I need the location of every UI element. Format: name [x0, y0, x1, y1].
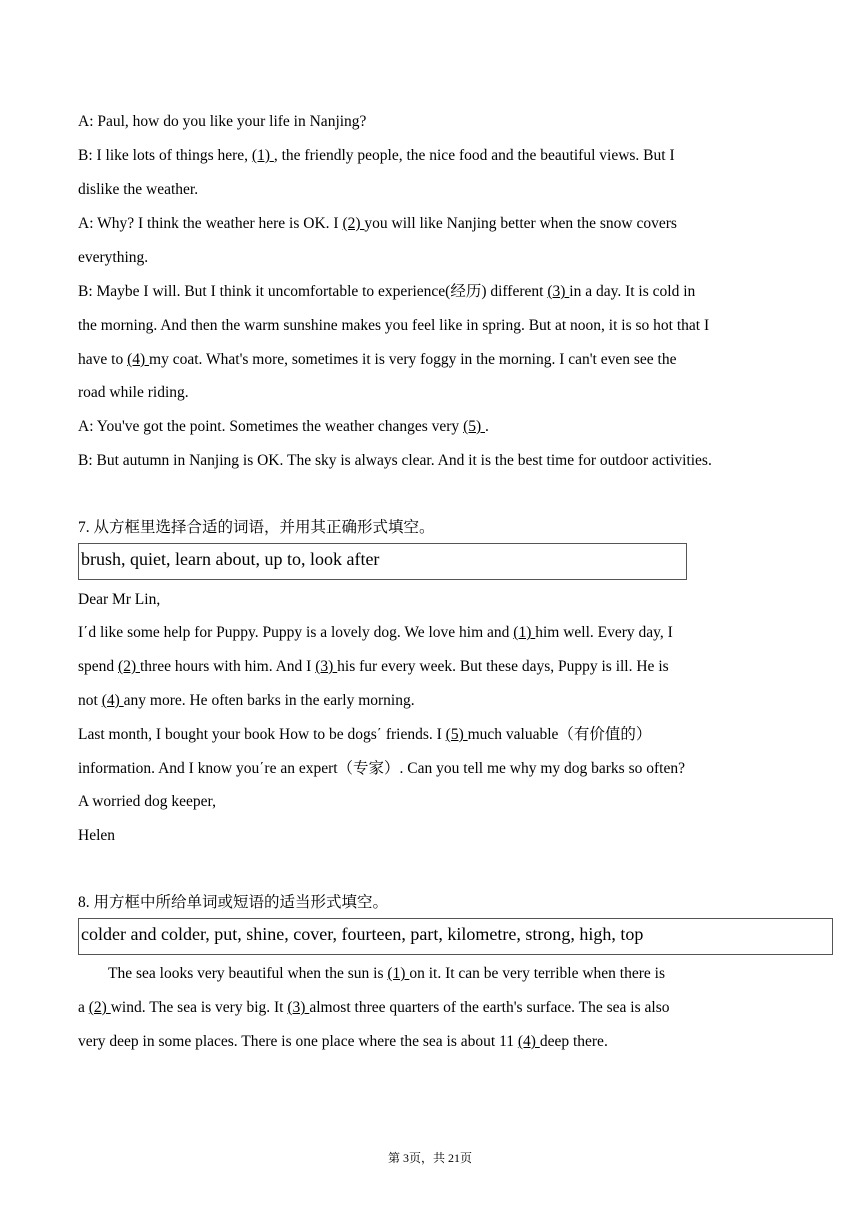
blank-number: (1) — [251, 147, 274, 164]
text-segment: The sea looks very beautiful when the sun is — [108, 965, 388, 982]
text-segment: A: Why? I think the weather here is OK. I — [78, 215, 343, 232]
question-8-title: 8. 用方框中所给单词或短语的适当形式填空。 — [78, 894, 389, 911]
text-segment: any more. He often barks in the early morning. — [123, 692, 415, 709]
blank-number: (2) — [88, 999, 111, 1016]
letter-line — [78, 759, 685, 779]
dialogue-line — [78, 417, 489, 437]
dialogue-line — [78, 214, 677, 234]
letter-line — [78, 691, 415, 711]
text-segment: information. And I know you΄re an expert（专家）. Can you tell me why my dog barks so often? — [78, 760, 685, 777]
dialogue-line — [78, 282, 695, 302]
dialogue-line — [78, 350, 676, 370]
dialogue-line — [78, 451, 712, 471]
text-segment: not — [78, 692, 102, 709]
page-footer: 第 3页，共 21页 — [387, 1151, 472, 1165]
letter-line — [78, 725, 651, 745]
text-segment: Dear Mr Lin, — [78, 591, 161, 608]
text-segment: him well. Every day, I — [535, 624, 673, 641]
blank-number: (4) — [517, 1033, 540, 1050]
text-segment: B: I like lots of things here, — [78, 147, 252, 164]
question-7-title: 7. 从方框里选择合适的词语，并用其正确形式填空。 — [78, 519, 435, 536]
blank-number: (1) — [513, 624, 536, 641]
text-segment: Last month, I bought your book How to be dogs΄ friends. I — [78, 726, 446, 743]
blank-number: (2) — [342, 215, 365, 232]
text-segment: wind. The sea is very big. It — [110, 999, 288, 1016]
text-segment: everything. — [78, 249, 149, 266]
text-segment: a — [78, 999, 89, 1016]
blank-number: (3) — [547, 283, 570, 300]
letter-line — [78, 590, 160, 610]
dialogue-line — [78, 180, 198, 200]
letter-line — [78, 657, 669, 677]
blank-number: (5) — [445, 726, 468, 743]
blank-number: (3) — [315, 658, 338, 675]
passage-line — [108, 964, 665, 984]
dialogue-line — [78, 248, 148, 268]
blank-number: (1) — [387, 965, 410, 982]
dialogue-line — [78, 383, 189, 403]
dialogue-line — [78, 316, 709, 336]
text-segment: in a day. It is cold in — [569, 283, 696, 300]
text-segment: . — [485, 418, 489, 435]
passage-line — [78, 1032, 608, 1052]
text-segment: three hours with him. And I — [140, 658, 316, 675]
text-segment: B: But autumn in Nanjing is OK. The sky is always clear. And it is the best time for outdoor activities. — [78, 452, 712, 469]
dialogue-line — [78, 112, 366, 132]
text-segment: deep there. — [539, 1033, 608, 1050]
blank-number: (5) — [463, 418, 486, 435]
text-segment: my coat. What's more, sometimes it is very foggy in the morning. I can't even see the — [149, 351, 677, 368]
text-segment: much valuable（有价值的） — [467, 726, 652, 743]
text-segment: A: Paul, how do you like your life in Nanjing? — [78, 113, 367, 130]
text-segment: I΄d like some help for Puppy. Puppy is a lovely dog. We love him and — [78, 624, 514, 641]
letter-line — [78, 826, 115, 846]
text-segment: B: Maybe I will. But I think it uncomfortable to experience(经历) different — [78, 283, 548, 300]
letter-line — [78, 623, 673, 643]
text-segment: A: You've got the point. Sometimes the weather changes very — [78, 418, 464, 435]
blank-number: (3) — [287, 999, 310, 1016]
text-segment: road while riding. — [78, 384, 189, 401]
text-segment: A worried dog keeper, — [78, 793, 216, 810]
blank-number: (4) — [127, 351, 150, 368]
text-segment: have to — [78, 351, 128, 368]
text-segment: almost three quarters of the earth's surface. The sea is also — [309, 999, 670, 1016]
question-8-word-box: colder and colder, put, shine, cover, fourteen, part, kilometre, strong, high, top — [78, 918, 833, 955]
text-segment: spend — [78, 658, 119, 675]
text-segment: very deep in some places. There is one place where the sea is about 11 — [78, 1033, 518, 1050]
passage-line — [78, 998, 669, 1018]
text-segment: dislike the weather. — [78, 181, 199, 198]
text-segment: , the friendly people, the nice food and the beautiful views. But I — [273, 147, 675, 164]
blank-number: (4) — [101, 692, 124, 709]
dialogue-line — [78, 146, 675, 166]
letter-line — [78, 792, 216, 812]
text-segment: Helen — [78, 827, 116, 844]
blank-number: (2) — [118, 658, 140, 675]
question-7-word-box: brush, quiet, learn about, up to, look after — [78, 543, 687, 580]
text-segment: on it. It can be very terrible when there is — [409, 965, 665, 982]
text-segment: the morning. And then the warm sunshine makes you feel like in spring. But at noon, it is so hot that I — [78, 317, 710, 334]
text-segment: you will like Nanjing better when the snow covers — [364, 215, 677, 232]
text-segment: his fur every week. But these days, Puppy is ill. He is — [337, 658, 669, 675]
